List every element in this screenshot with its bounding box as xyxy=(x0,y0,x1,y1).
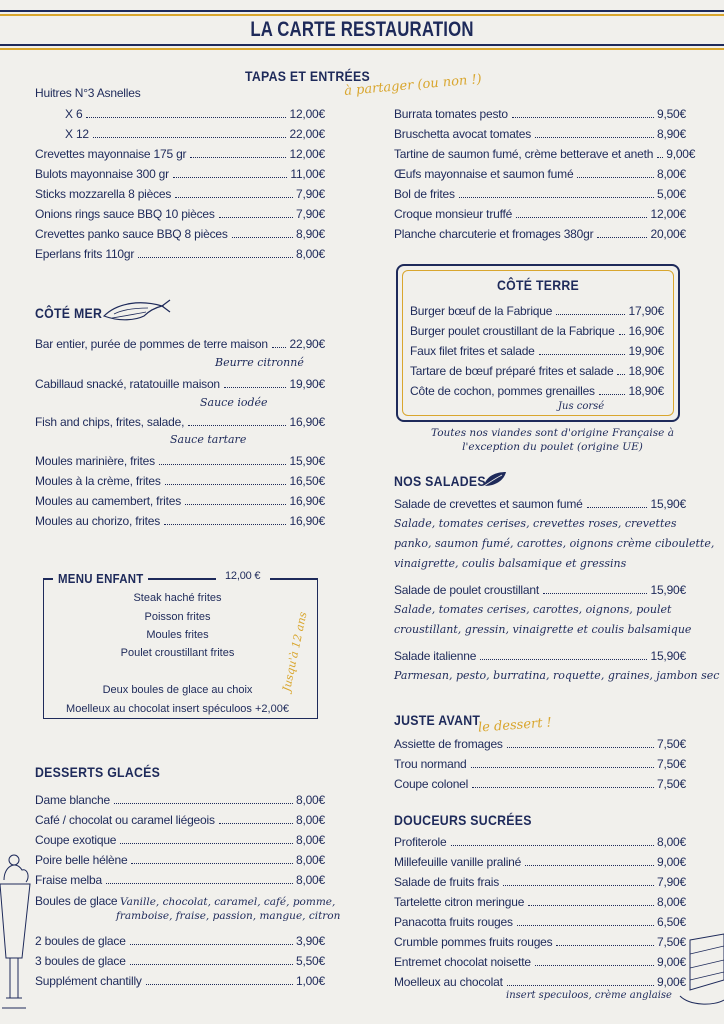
enfant-main-3: Moules frites xyxy=(146,629,209,641)
page-title: LA CARTE RESTAURATION xyxy=(250,18,474,41)
douceur-item-salade-fruits: Salade de fruits frais 7,90€ xyxy=(394,875,686,889)
terre-item-burger-poulet: Burger poulet croustillant de la Fabrique 16,90€ xyxy=(410,324,664,338)
cote-terre-title: CÔTÉ TERRE xyxy=(497,277,580,293)
glace-item-dame-blanche: Dame blanche 8,00€ xyxy=(35,793,325,807)
douceur-item-panacotta: Panacotta fruits rouges 6,50€ xyxy=(394,915,686,929)
enfant-top-line-right xyxy=(270,578,318,580)
tapas-item-burrata: Burrata tomates pesto 9,50€ xyxy=(394,107,686,121)
avant-item-trou-normand: Trou normand 7,50€ xyxy=(394,757,686,771)
douceur-item-tartelette: Tartelette citron meringue 8,00€ xyxy=(394,895,686,909)
desserts-glaces-title: DESSERTS GLACÉS xyxy=(35,764,161,780)
juste-avant-subtitle: le dessert ! xyxy=(477,715,553,736)
salade-item-italienne: Salade italienne 15,90€ xyxy=(394,649,686,663)
mer-item-bar: Bar entier, purée de pommes de terre maison 22,90€ xyxy=(35,337,325,351)
glace-item-chantilly: Supplément chantilly 1,00€ xyxy=(35,974,325,988)
mer-sauce-fish-chips: Sauce tartare xyxy=(170,433,247,446)
terre-item-cote-cochon: Côte de cochon, pommes grenailles 18,90€ xyxy=(410,384,664,398)
tapas-item-onions: Onions rings sauce BBQ 10 pièces 7,90€ xyxy=(35,207,325,221)
tapas-item-planche: Planche charcuterie et fromages 380gr 20,00€ xyxy=(394,227,686,241)
salade-crevettes-desc-1: Salade, tomates cerises, crevettes roses, crevettes xyxy=(394,517,677,530)
juste-avant-title: JUSTE AVANT xyxy=(394,712,481,728)
tapas-subtitle: à partager (ou non !) xyxy=(343,72,483,99)
douceur-item-crumble: Crumble pommes fruits rouges 7,50€ xyxy=(394,935,686,949)
glace-item-boules: Boules de glace xyxy=(35,894,118,908)
glace-item-exotique: Coupe exotique 8,00€ xyxy=(35,833,325,847)
salade-poulet-desc-2: croustillant, gressin, vinaigrette et coulis balsamique xyxy=(394,623,692,636)
tapas-item-tartine: Tartine de saumon fumé, crème betterave et aneth 9,00€ xyxy=(394,147,696,161)
tapas-title: TAPAS ET ENTRÉES xyxy=(245,68,370,84)
tapas-item-eperlans: Eperlans frits 110gr 8,00€ xyxy=(35,247,325,261)
enfant-top-line-mid xyxy=(148,578,216,580)
enfant-dessert-2: Moelleux au chocolat insert spéculoos +2,00€ xyxy=(66,703,289,715)
tapas-item-croque: Croque monsieur truffé 12,00€ xyxy=(394,207,686,221)
header-bottom-line xyxy=(0,44,724,46)
mer-sauce-cabillaud: Sauce iodée xyxy=(200,396,268,409)
menu-enfant-price: 12,00 € xyxy=(225,570,261,582)
douceur-item-profiterole: Profiterole 8,00€ xyxy=(394,835,686,849)
cote-mer-title: CÔTÉ MER xyxy=(35,305,103,321)
douceur-item-millefeuille: Millefeuille vanille praliné 9,00€ xyxy=(394,855,686,869)
enfant-main-1: Steak haché frites xyxy=(133,592,222,604)
salade-item-crevettes: Salade de crevettes et saumon fumé 15,90€ xyxy=(394,497,686,511)
terre-item-burger-boeuf: Burger bœuf de la Fabrique 17,90€ xyxy=(410,304,664,318)
mer-sauce-bar: Beurre citronné xyxy=(215,356,304,369)
enfant-main-2: Poisson frites xyxy=(144,611,211,623)
glace-flavours-line2: framboise, fraise, passion, mangue, citron xyxy=(116,910,341,922)
salade-poulet-desc-1: Salade, tomates cerises, carottes, oignons, poulet xyxy=(394,603,672,616)
tapas-item-bruschetta: Bruschetta avocat tomates 8,90€ xyxy=(394,127,686,141)
mer-item-moules-creme: Moules à la crème, frites 16,50€ xyxy=(35,474,325,488)
enfant-dessert-1: Deux boules de glace au choix xyxy=(102,684,253,696)
douceur-moelleux-note: insert speculoos, crème anglaise xyxy=(506,990,672,1001)
glace-item-poire: Poire belle hélène 8,00€ xyxy=(35,853,325,867)
header-bottom-gold-line xyxy=(0,48,724,50)
header-top-gold-line xyxy=(0,14,724,16)
tapas-item-sticks: Sticks mozzarella 8 pièces 7,90€ xyxy=(35,187,325,201)
terre-item-faux-filet: Faux filet frites et salade 19,90€ xyxy=(410,344,664,358)
mer-item-moules-mariniere: Moules marinière, frites 15,90€ xyxy=(35,454,325,468)
glace-item-liegeois: Café / chocolat ou caramel liégeois 8,00€ xyxy=(35,813,325,827)
glace-flavours-line1: Vanille, chocolat, caramel, café, pomme, xyxy=(120,896,336,908)
milkshake-icon xyxy=(0,848,32,1018)
salade-italienne-desc: Parmesan, pesto, burratina, roquette, graines, jambon sec xyxy=(394,669,720,682)
tapas-item-bulots: Bulots mayonnaise 300 gr 11,00€ xyxy=(35,167,325,181)
douceur-item-entremet: Entremet chocolat noisette 9,00€ xyxy=(394,955,686,969)
menu-enfant-age: Jusqu'à 12 ans xyxy=(280,610,310,693)
tapas-item-frites: Bol de frites 5,00€ xyxy=(394,187,686,201)
mer-item-fish-chips: Fish and chips, frites, salade, 16,90€ xyxy=(35,415,325,429)
leaf-icon xyxy=(482,470,508,488)
terre-sauce: Jus corsé xyxy=(558,401,605,412)
tapas-item-oeufs: Œufs mayonnaise et saumon fumé 8,00€ xyxy=(394,167,686,181)
enfant-top-line-left xyxy=(43,578,53,580)
header-top-line xyxy=(0,10,724,12)
fish-icon xyxy=(100,296,172,326)
cake-slice-icon xyxy=(670,930,724,1010)
mer-item-moules-camembert: Moules au camembert, frites 16,90€ xyxy=(35,494,325,508)
terre-item-tartare: Tartare de bœuf préparé frites et salade 18,90€ xyxy=(410,364,664,378)
salade-crevettes-desc-2: panko, saumon fumé, carottes, oignons crème ciboulette, xyxy=(394,537,715,550)
terre-note-line1: Toutes nos viandes sont d'origine Française à xyxy=(431,427,674,439)
menu-enfant-title: MENU ENFANT xyxy=(58,571,144,586)
tapas-item-panko: Crevettes panko sauce BBQ 8 pièces 8,90€ xyxy=(35,227,325,241)
glace-item-2-boules: 2 boules de glace 3,90€ xyxy=(35,934,325,948)
tapas-item-crevettes: Crevettes mayonnaise 175 gr 12,00€ xyxy=(35,147,325,161)
mer-item-moules-chorizo: Moules au chorizo, frites 16,90€ xyxy=(35,514,325,528)
salade-crevettes-desc-3: vinaigrette, coulis balsamique et gressins xyxy=(394,557,627,570)
tapas-item-huitres: Huitres N°3 Asnelles xyxy=(35,86,141,100)
mer-item-cabillaud: Cabillaud snacké, ratatouille maison 19,90€ xyxy=(35,377,325,391)
terre-note-line2: l'exception du poulet (origine UE) xyxy=(462,441,643,453)
enfant-main-4: Poulet croustillant frites xyxy=(120,647,235,659)
douceur-item-moelleux: Moelleux au chocolat 9,00€ xyxy=(394,975,686,989)
salades-title: NOS SALADES xyxy=(394,473,486,489)
tapas-item-x6: X 6 12,00€ xyxy=(65,107,325,121)
glace-item-fraise-melba: Fraise melba 8,00€ xyxy=(35,873,325,887)
tapas-item-x12: X 12 22,00€ xyxy=(65,127,325,141)
salade-item-poulet: Salade de poulet croustillant 15,90€ xyxy=(394,583,686,597)
avant-item-fromages: Assiette de fromages 7,50€ xyxy=(394,737,686,751)
avant-item-colonel: Coupe colonel 7,50€ xyxy=(394,777,686,791)
glace-item-3-boules: 3 boules de glace 5,50€ xyxy=(35,954,325,968)
douceurs-title: DOUCEURS SUCRÉES xyxy=(394,812,532,828)
